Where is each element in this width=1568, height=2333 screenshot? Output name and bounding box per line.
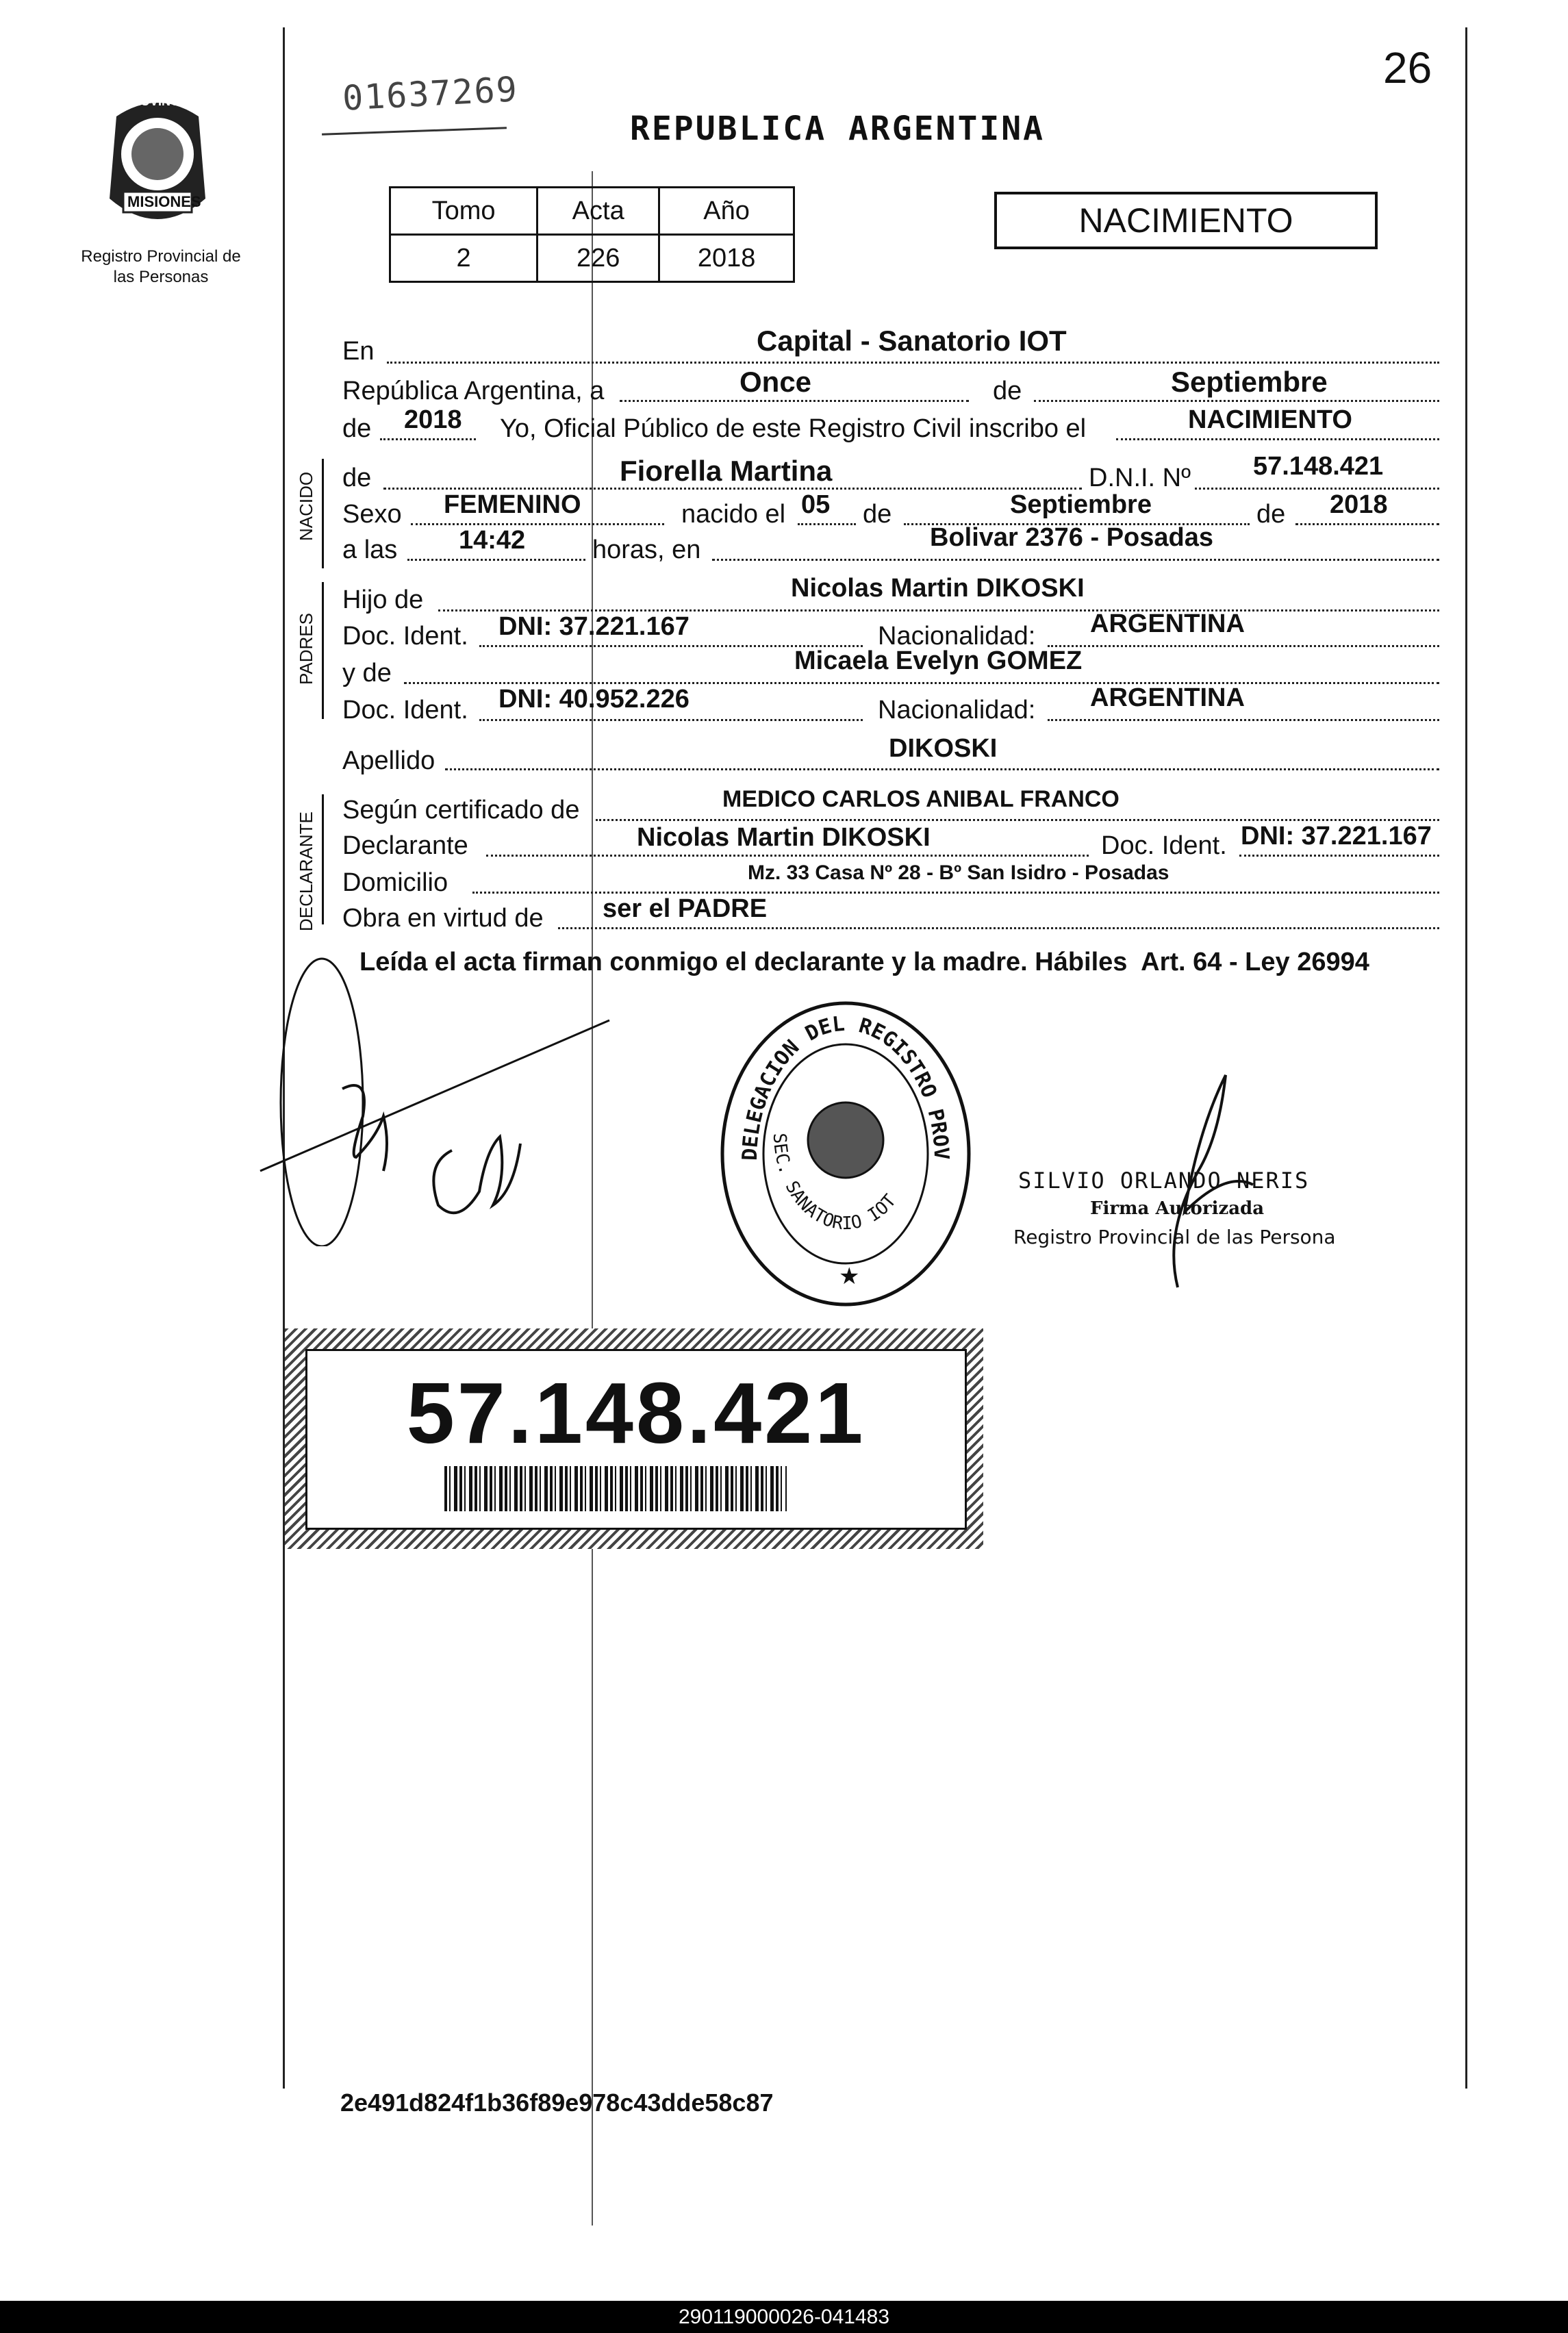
label-segun: Según certificado de [342, 796, 580, 824]
label-de-nombre: de [342, 464, 372, 492]
stamp-outer-text: DELEGACION DEL REGISTRO PROV [737, 1011, 954, 1161]
document-hash: 2e491d824f1b36f89e978c43dde58c87 [340, 2089, 774, 2117]
nacido-bar [322, 459, 324, 568]
dots-apellido [445, 768, 1439, 770]
label-horas: horas, en [592, 535, 701, 564]
dots-madre [404, 682, 1439, 684]
value-madre-dni: DNI: 40.952.226 [498, 685, 690, 714]
label-domicilio: Domicilio [342, 868, 448, 897]
value-domicilio: Mz. 33 Casa Nº 28 - Bº San Isidro - Posadas [748, 861, 1169, 884]
value-padre-dni: DNI: 37.221.167 [498, 612, 690, 641]
label-doc-padre: Doc. Ident. [342, 622, 468, 651]
dots-lugar-nac [712, 559, 1439, 561]
dots-dia-nac [798, 523, 856, 525]
registry-label: Registro Provincial de las Personas [81, 247, 241, 286]
signer-name: SILVIO ORLANDO NERIS [1018, 1168, 1310, 1194]
value-dia: Once [739, 366, 812, 398]
dots-madre-nac [1048, 719, 1439, 721]
dots-domicilio [472, 892, 1439, 894]
dots-declarante-dni [1239, 855, 1439, 857]
table-header-acta: Acta [538, 188, 659, 235]
dots-madre-dni [479, 719, 863, 721]
dots-obra [558, 927, 1439, 929]
label-nacido: nacido el [681, 500, 786, 529]
dots-hora [407, 559, 585, 561]
value-madre: Micaela Evelyn GOMEZ [794, 646, 1083, 675]
dots-lugar [387, 362, 1439, 364]
serial-underline [322, 127, 507, 135]
value-hora: 14:42 [459, 526, 526, 555]
table-value-tomo: 2 [390, 235, 538, 282]
dots-dni [1195, 488, 1439, 490]
padres-side-label: PADRES [296, 613, 316, 685]
dni-number: 57.148.421 [406, 1365, 866, 1461]
label-obra: Obra en virtud de [342, 904, 544, 933]
value-madre-nac: ARGENTINA [1090, 683, 1245, 712]
stamp-inner-text: SEC. SANATORIO IOT [768, 1132, 901, 1235]
value-declarante-dni: DNI: 37.221.167 [1241, 822, 1432, 850]
padres-bar [322, 582, 324, 719]
logo-text-bottom: MISIONES [127, 193, 201, 210]
label-hijo: Hijo de [342, 585, 424, 614]
value-obra: ser el PADRE [603, 894, 768, 923]
value-mes: Septiembre [1171, 366, 1328, 398]
value-anio-nac: 2018 [1330, 490, 1388, 519]
value-declarante: Nicolas Martin DIKOSKI [637, 823, 931, 852]
record-type: NACIMIENTO [1078, 201, 1293, 240]
record-table [389, 186, 795, 283]
dots-anio-nac [1295, 523, 1439, 525]
label-de-anio-nac: de [1256, 500, 1286, 529]
table-header-tomo: Tomo [390, 188, 538, 235]
barcode [444, 1466, 787, 1511]
value-dni: 57.148.421 [1253, 452, 1384, 481]
dots-nombre [383, 488, 1082, 490]
label-nac-madre: Nacionalidad: [878, 696, 1036, 724]
serial-number: 01637269 [341, 69, 520, 118]
label-yo: Yo, Oficial Público de este Registro Civil inscribo el [500, 414, 1087, 443]
dots-dia [620, 400, 969, 402]
value-dia-nac: 05 [801, 490, 831, 519]
label-de-anio: de [342, 414, 372, 443]
closing-text: Leída el acta firman conmigo el declarante y la madre. Hábiles Art. 64 - Ley 26994 [359, 948, 1369, 976]
value-sexo: FEMENINO [444, 490, 581, 519]
label-apellido: Apellido [342, 746, 435, 775]
value-tipo: NACIMIENTO [1188, 405, 1352, 434]
dots-certificado [596, 819, 1439, 821]
footer-code: 290119000026-041483 [678, 2306, 890, 2328]
signer-org: Registro Provincial de las Persona [1013, 1226, 1336, 1248]
dots-padre [438, 609, 1439, 611]
dni-label-box [285, 1328, 983, 1549]
value-anio: 2018 [404, 405, 462, 434]
label-sexo: Sexo [342, 500, 402, 529]
label-y-de: y de [342, 659, 392, 688]
star-icon: ★ [839, 1263, 860, 1289]
dots-tipo [1116, 438, 1439, 440]
dots-anio [380, 438, 476, 440]
table-value-anio: 2018 [659, 235, 794, 282]
record-type-box [994, 192, 1378, 249]
label-doc-declarante: Doc. Ident. [1101, 831, 1227, 860]
dni-label-inner [305, 1349, 967, 1530]
declarant-signature [253, 931, 623, 1246]
value-padre-nac: ARGENTINA [1090, 609, 1245, 638]
logo-text-top: PROVINCIA DE [123, 94, 212, 108]
table-header-anio: Año [659, 188, 794, 235]
dots-sexo [411, 523, 664, 525]
official-stamp [716, 996, 976, 1311]
label-dni: D.N.I. Nº [1089, 464, 1191, 492]
label-doc-madre: Doc. Ident. [342, 696, 468, 724]
label-a-las: a las [342, 535, 398, 564]
province-logo [96, 89, 219, 240]
declarante-side-label: DECLARANTE [296, 811, 316, 931]
value-padre: Nicolas Martin DIKOSKI [791, 574, 1085, 603]
right-margin-line [1465, 27, 1467, 2089]
value-lugar: Capital - Sanatorio IOT [757, 325, 1067, 357]
label-en: En [342, 337, 375, 366]
label-nac-padre: Nacionalidad: [878, 622, 1036, 651]
country-title: REPUBLICA ARGENTINA [630, 110, 1046, 148]
value-lugar-nac: Bolivar 2376 - Posadas [930, 523, 1213, 552]
dots-declarante [486, 855, 1089, 857]
table-value-acta: 226 [538, 235, 659, 282]
page-number: 26 [1383, 43, 1432, 92]
label-declarante: Declarante [342, 831, 468, 860]
dots-mes [1034, 400, 1439, 402]
value-certificado: MEDICO CARLOS ANIBAL FRANCO [722, 786, 1120, 812]
declarante-bar [322, 794, 324, 924]
footer-bar [0, 2301, 1568, 2333]
value-apellido: DIKOSKI [889, 734, 998, 763]
signer-role: Firma Autorizada [1090, 1198, 1265, 1219]
value-mes-nac: Septiembre [1010, 490, 1152, 519]
label-republica: República Argentina, a [342, 377, 605, 405]
nacido-side-label: NACIDO [296, 471, 316, 541]
label-de-mes-nac: de [863, 500, 892, 529]
label-de-mes: de [993, 377, 1022, 405]
value-nombre: Fiorella Martina [620, 455, 833, 487]
dots-padre-nac [1048, 645, 1439, 647]
